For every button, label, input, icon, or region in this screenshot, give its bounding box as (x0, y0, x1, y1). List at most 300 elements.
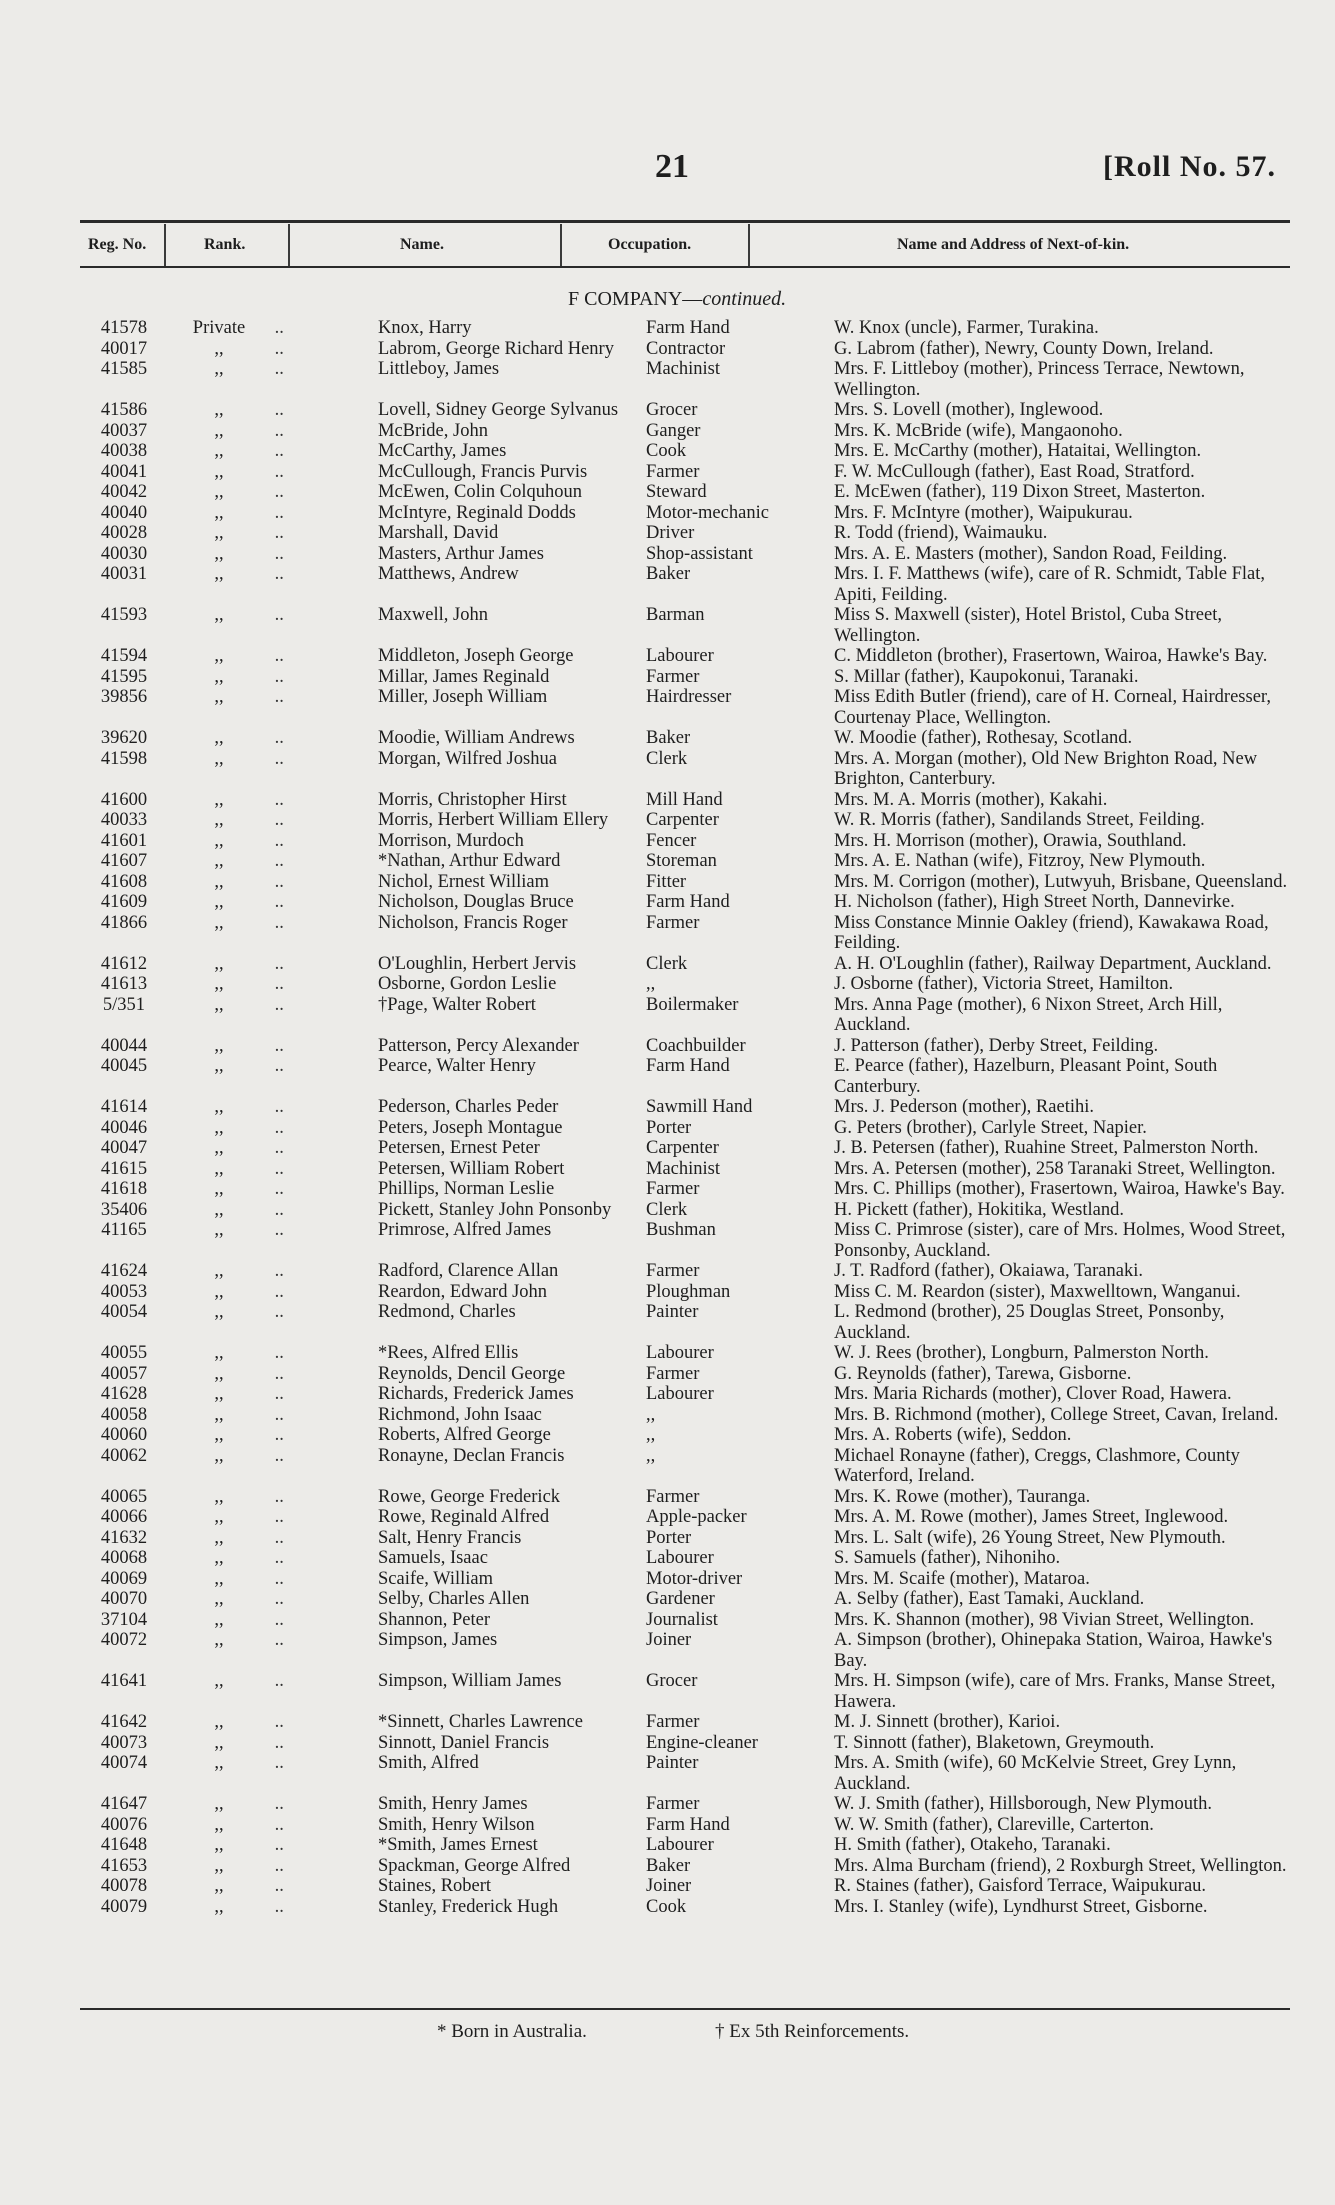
leader-dots: .. (270, 1548, 284, 1568)
name-text: Samuels, Isaac (378, 1548, 488, 1568)
name-cell (378, 1528, 646, 1549)
table-row (80, 1856, 1295, 1877)
leader-dots: .. (270, 1527, 284, 1548)
occupation-cell (646, 1794, 834, 1815)
table-row (80, 441, 1295, 462)
next-of-kin-text: Mrs. Maria Richards (mother), Clover Road, Hawera. (834, 1384, 1232, 1404)
name-text: Petersen, Ernest Peter (378, 1138, 540, 1158)
table-row (80, 1794, 1295, 1815)
rank-text: ,, (214, 1527, 224, 1548)
next-of-kin-cell (834, 1302, 1295, 1343)
name-cell (378, 1569, 646, 1590)
occupation-cell (646, 359, 834, 400)
next-of-kin-text: A. Selby (father), East Tamaki, Auckland. (834, 1589, 1145, 1609)
occupation-text: Storeman (646, 851, 717, 871)
name-cell (378, 1733, 646, 1754)
name-cell (378, 1364, 646, 1385)
reg-no-text: 40037 (100, 420, 148, 441)
name-cell (378, 892, 646, 913)
reg-no-cell (80, 790, 168, 811)
next-of-kin-text: Miss C. M. Reardon (sister), Maxwelltown, Wanganui. (834, 1281, 1241, 1302)
leader-dots: .. (270, 1896, 284, 1917)
occupation-cell (646, 400, 834, 421)
next-of-kin-cell (834, 359, 1295, 400)
next-of-kin-text: Mrs. A. Smith (wife), 60 McKelvie Street, Grey Lynn, Auckland. (834, 1753, 1237, 1794)
header-next-of-kin: Name and Address of Next-of-kin. (897, 236, 1130, 253)
reg-no-cell (80, 462, 168, 483)
reg-no-cell (80, 1200, 168, 1221)
name-text: Smith, Henry James (378, 1794, 528, 1814)
rank-cell (168, 1897, 378, 1918)
name-text: Reynolds, Dencil George (378, 1363, 566, 1384)
reg-no-text: 40066 (100, 1507, 148, 1527)
reg-no-text: 40058 (100, 1404, 148, 1425)
occupation-text: Farmer (646, 1261, 700, 1281)
occupation-text: Driver (646, 523, 695, 543)
rank-text: ,, (214, 892, 224, 912)
rank-text: ,, (214, 1732, 224, 1753)
rank-text: ,, (214, 1117, 224, 1138)
next-of-kin-cell (834, 523, 1295, 544)
next-of-kin-text: Mrs. B. Richmond (mother), College Street, Cavan, Ireland. (834, 1404, 1279, 1425)
header-occupation: Occupation. (608, 236, 692, 253)
occupation-cell (646, 1528, 834, 1549)
name-cell (378, 318, 646, 339)
name-text: Sinnott, Daniel Francis (378, 1732, 550, 1753)
leader-dots: .. (270, 1302, 284, 1322)
leader-dots: .. (270, 1138, 284, 1158)
reg-no-cell (80, 318, 168, 339)
occupation-text: Hairdresser (646, 687, 732, 707)
name-cell (378, 995, 646, 1036)
reg-no-cell (80, 1815, 168, 1836)
next-of-kin-cell (834, 318, 1295, 339)
reg-no-text: 41600 (100, 789, 148, 810)
table-row (80, 1548, 1295, 1569)
rank-text: ,, (214, 1712, 224, 1732)
rank-cell (168, 544, 378, 565)
rank-cell (168, 1302, 378, 1343)
table-row (80, 728, 1295, 749)
occupation-text: Motor-driver (646, 1568, 743, 1589)
name-text: Roberts, Alfred George (378, 1425, 551, 1445)
rank-text: ,, (214, 1876, 224, 1896)
reg-no-cell (80, 1589, 168, 1610)
name-text: Spackman, George Alfred (378, 1855, 571, 1876)
next-of-kin-cell (834, 790, 1295, 811)
next-of-kin-text: Mrs. I. F. Matthews (wife), care of R. Schmidt, Table Flat, Apiti, Feilding. (834, 564, 1266, 605)
rank-cell (168, 892, 378, 913)
leader-dots: .. (270, 1363, 284, 1384)
rank-text: ,, (214, 1404, 224, 1425)
reg-no-cell (80, 1876, 168, 1897)
leader-dots: .. (270, 482, 284, 502)
next-of-kin-cell (834, 1487, 1295, 1508)
reg-no-cell (80, 564, 168, 605)
reg-no-cell (80, 1097, 168, 1118)
reg-no-text: 40065 (100, 1486, 148, 1507)
column-divider (560, 224, 562, 266)
reg-no-cell (80, 400, 168, 421)
next-of-kin-cell (834, 1897, 1295, 1918)
reg-no-text: 40040 (100, 502, 148, 523)
occupation-cell (646, 728, 834, 749)
rank-cell (168, 523, 378, 544)
leader-dots: .. (270, 666, 284, 687)
rank-text: ,, (214, 1589, 224, 1609)
reg-no-cell (80, 892, 168, 913)
next-of-kin-cell (834, 1507, 1295, 1528)
next-of-kin-cell (834, 441, 1295, 462)
reg-no-cell (80, 1671, 168, 1712)
next-of-kin-text: Mrs. M. Corrigon (mother), Lutwyuh, Brisbane, Queensland. (834, 871, 1288, 892)
next-of-kin-cell (834, 1138, 1295, 1159)
reg-no-text: 41586 (100, 400, 148, 420)
name-cell (378, 339, 646, 360)
rank-text: ,, (214, 1568, 224, 1589)
name-text: Pickett, Stanley John Ponsonby (378, 1199, 612, 1220)
next-of-kin-text: Mrs. F. Littleboy (mother), Princess Terrace, Newtown, Wellington. (834, 359, 1245, 400)
name-cell (378, 1384, 646, 1405)
next-of-kin-text: S. Samuels (father), Nihoniho. (834, 1548, 1061, 1568)
next-of-kin-cell (834, 1159, 1295, 1180)
name-cell (378, 790, 646, 811)
name-text: Radford, Clarence Allan (378, 1261, 559, 1281)
occupation-text: Farmer (646, 912, 700, 933)
leader-dots: .. (270, 420, 284, 441)
next-of-kin-text: Mrs. H. Morrison (mother), Orawia, Southland. (834, 830, 1187, 851)
rank-cell (168, 646, 378, 667)
reg-no-text: 40017 (100, 338, 148, 359)
occupation-cell (646, 872, 834, 893)
leader-dots: .. (270, 892, 284, 912)
reg-no-cell (80, 810, 168, 831)
table-row (80, 605, 1295, 646)
occupation-text: Painter (646, 1302, 699, 1322)
leader-dots: .. (270, 318, 284, 338)
next-of-kin-cell (834, 1753, 1295, 1794)
rank-cell (168, 441, 378, 462)
rank-text: ,, (214, 1486, 224, 1507)
rank-cell (168, 421, 378, 442)
name-text: Simpson, William James (378, 1671, 562, 1691)
reg-no-text: 41866 (100, 912, 148, 933)
rank-text: ,, (214, 1609, 224, 1630)
rank-text: ,, (214, 400, 224, 420)
name-text: Morgan, Wilfred Joshua (378, 748, 557, 769)
occupation-cell (646, 995, 834, 1036)
next-of-kin-text: M. J. Sinnett (brother), Karioi. (834, 1712, 1061, 1732)
reg-no-cell (80, 831, 168, 852)
occupation-text: Machinist (646, 1158, 720, 1179)
table-row (80, 421, 1295, 442)
header-bottom-rule (80, 266, 1290, 268)
rank-cell (168, 1446, 378, 1487)
column-divider (288, 224, 290, 266)
name-cell (378, 1302, 646, 1343)
reg-no-cell (80, 359, 168, 400)
table-row (80, 1671, 1295, 1712)
occupation-text: Bushman (646, 1220, 716, 1240)
next-of-kin-cell (834, 1630, 1295, 1671)
rank-text: ,, (214, 523, 224, 543)
table-row (80, 1630, 1295, 1671)
reg-no-cell (80, 1794, 168, 1815)
header-name: Name. (400, 236, 444, 253)
reg-no-text: 41165 (101, 1220, 147, 1240)
next-of-kin-text: J. Patterson (father), Derby Street, Feilding. (834, 1035, 1159, 1056)
next-of-kin-cell (834, 1856, 1295, 1877)
occupation-text: Machinist (646, 359, 720, 379)
name-cell (378, 851, 646, 872)
reg-no-cell (80, 749, 168, 790)
occupation-cell (646, 1138, 834, 1159)
rank-cell (168, 1261, 378, 1282)
next-of-kin-text: Mrs. K. Rowe (mother), Tauranga. (834, 1486, 1091, 1507)
rank-text: ,, (214, 953, 224, 974)
name-text: Morrison, Murdoch (378, 830, 524, 851)
reg-no-text: 40042 (100, 482, 148, 502)
occupation-text: Joiner (646, 1630, 692, 1650)
reg-no-text: 5/351 (102, 994, 146, 1015)
occupation-cell (646, 1446, 834, 1487)
leader-dots: .. (270, 789, 284, 810)
next-of-kin-text: G. Peters (brother), Carlyle Street, Napier. (834, 1117, 1147, 1138)
reg-no-text: 41595 (100, 666, 148, 687)
name-text: McCarthy, James (378, 441, 507, 461)
name-cell (378, 1897, 646, 1918)
name-text: *Rees, Alfred Ellis (378, 1343, 519, 1363)
reg-no-text: 41614 (100, 1097, 148, 1117)
rank-cell (168, 1856, 378, 1877)
occupation-cell (646, 441, 834, 462)
name-cell (378, 1610, 646, 1631)
leader-dots: .. (270, 400, 284, 420)
reg-no-text: 41618 (100, 1179, 148, 1199)
reg-no-text: 40041 (100, 461, 148, 482)
next-of-kin-text: W. J. Rees (brother), Longburn, Palmerston North. (834, 1343, 1209, 1363)
name-text: Simpson, James (378, 1630, 498, 1650)
table-row (80, 400, 1295, 421)
name-cell (378, 564, 646, 605)
leader-dots: .. (270, 1814, 284, 1835)
next-of-kin-cell (834, 400, 1295, 421)
name-text: Pearce, Walter Henry (378, 1056, 536, 1076)
reg-no-text: 40053 (100, 1281, 148, 1302)
reg-no-cell (80, 1261, 168, 1282)
reg-no-cell (80, 1405, 168, 1426)
next-of-kin-text: G. Labrom (father), Newry, County Down, Ireland. (834, 338, 1214, 359)
occupation-text: Farm Hand (646, 892, 730, 912)
next-of-kin-cell (834, 1118, 1295, 1139)
reg-no-text: 41607 (100, 851, 148, 871)
occupation-cell (646, 1036, 834, 1057)
reg-no-cell (80, 605, 168, 646)
occupation-cell (646, 1487, 834, 1508)
rank-text: ,, (214, 810, 224, 830)
reg-no-text: 41608 (100, 871, 148, 892)
next-of-kin-text: Mrs. M. A. Morris (mother), Kakahi. (834, 789, 1108, 810)
next-of-kin-text: Mrs. L. Salt (wife), 26 Young Street, New Plymouth. (834, 1527, 1226, 1548)
next-of-kin-cell (834, 1733, 1295, 1754)
name-cell (378, 831, 646, 852)
name-text: Shannon, Peter (378, 1609, 491, 1630)
next-of-kin-cell (834, 1384, 1295, 1405)
rank-cell (168, 872, 378, 893)
name-text: Miller, Joseph William (378, 687, 548, 707)
occupation-cell (646, 1364, 834, 1385)
table-row (80, 1425, 1295, 1446)
table-row (80, 1712, 1295, 1733)
name-cell (378, 728, 646, 749)
occupation-text: Shop-assistant (646, 543, 753, 564)
leader-dots: .. (270, 359, 284, 379)
name-text: Phillips, Norman Leslie (378, 1179, 555, 1199)
occupation-cell (646, 954, 834, 975)
reg-no-text: 41624 (100, 1261, 148, 1281)
occupation-cell (646, 1282, 834, 1303)
occupation-cell (646, 749, 834, 790)
name-text: †Page, Walter Robert (378, 994, 536, 1015)
occupation-cell (646, 1733, 834, 1754)
name-cell (378, 1097, 646, 1118)
name-text: McEwen, Colin Colquhoun (378, 482, 583, 502)
occupation-cell (646, 1856, 834, 1877)
reg-no-text: 40079 (100, 1896, 148, 1917)
name-cell (378, 1261, 646, 1282)
name-text: Stanley, Frederick Hugh (378, 1896, 559, 1917)
rank-cell (168, 1733, 378, 1754)
reg-no-text: 40076 (100, 1814, 148, 1835)
leader-dots: .. (270, 1855, 284, 1876)
rank-cell (168, 1200, 378, 1221)
rank-text: ,, (214, 646, 224, 666)
occupation-text: Sawmill Hand (646, 1097, 753, 1117)
name-cell (378, 605, 646, 646)
rank-text: ,, (214, 1855, 224, 1876)
name-cell (378, 1446, 646, 1487)
next-of-kin-cell (834, 564, 1295, 605)
occupation-cell (646, 339, 834, 360)
name-text: Lovell, Sidney George Sylvanus (378, 400, 619, 420)
reg-no-cell (80, 1118, 168, 1139)
name-cell (378, 400, 646, 421)
name-text: Ronayne, Declan Francis (378, 1445, 565, 1466)
next-of-kin-cell (834, 1528, 1295, 1549)
occupation-text: Steward (646, 482, 707, 502)
rank-text: ,, (214, 1507, 224, 1527)
name-cell (378, 1036, 646, 1057)
rank-text: ,, (214, 687, 224, 707)
rank-text: ,, (214, 1630, 224, 1650)
reg-no-cell (80, 1487, 168, 1508)
occupation-text: Farm Hand (646, 318, 730, 338)
next-of-kin-text: H. Pickett (father), Hokitika, Westland. (834, 1199, 1124, 1220)
name-text: Nicholson, Francis Roger (378, 912, 568, 933)
name-cell (378, 1343, 646, 1364)
next-of-kin-text: G. Reynolds (father), Tarewa, Gisborne. (834, 1363, 1132, 1384)
leader-dots: .. (270, 912, 284, 933)
leader-dots: .. (270, 646, 284, 666)
name-text: Marshall, David (378, 523, 499, 543)
occupation-cell (646, 913, 834, 954)
leader-dots: .. (270, 1404, 284, 1425)
occupation-text: Farmer (646, 1363, 700, 1384)
name-cell (378, 1405, 646, 1426)
name-text: Matthews, Andrew (378, 564, 519, 584)
name-text: *Sinnett, Charles Lawrence (378, 1712, 583, 1732)
rank-text: ,, (214, 1158, 224, 1179)
table-row (80, 359, 1295, 400)
rank-cell (168, 810, 378, 831)
rank-cell (168, 1405, 378, 1426)
next-of-kin-cell (834, 1261, 1295, 1282)
next-of-kin-text: W. J. Smith (father), Hillsborough, New Plymouth. (834, 1794, 1213, 1814)
reg-no-text: 40044 (100, 1035, 148, 1056)
occupation-text: Engine-cleaner (646, 1732, 758, 1753)
occupation-text: Gardener (646, 1589, 715, 1609)
rank-cell (168, 482, 378, 503)
occupation-cell (646, 1876, 834, 1897)
next-of-kin-cell (834, 1671, 1295, 1712)
name-cell (378, 1487, 646, 1508)
occupation-cell (646, 544, 834, 565)
page-number: 21 (655, 148, 689, 185)
name-text: McIntyre, Reginald Dodds (378, 502, 576, 523)
reg-no-cell (80, 1220, 168, 1261)
table-row (80, 503, 1295, 524)
occupation-text: ,, (646, 1425, 656, 1445)
next-of-kin-text: C. Middleton (brother), Frasertown, Wairoa, Hawke's Bay. (834, 646, 1268, 666)
next-of-kin-cell (834, 851, 1295, 872)
occupation-cell (646, 1671, 834, 1712)
name-cell (378, 1159, 646, 1180)
rank-text: ,, (214, 1753, 224, 1773)
rank-cell (168, 687, 378, 728)
name-text: O'Loughlin, Herbert Jervis (378, 953, 577, 974)
reg-no-text: 41578 (100, 318, 148, 338)
next-of-kin-cell (834, 1610, 1295, 1631)
next-of-kin-cell (834, 1200, 1295, 1221)
name-text: *Smith, James Ernest (378, 1835, 538, 1855)
occupation-cell (646, 1712, 834, 1733)
rank-cell (168, 1569, 378, 1590)
rank-cell (168, 339, 378, 360)
name-text: Primrose, Alfred James (378, 1220, 552, 1240)
next-of-kin-text: A. H. O'Loughlin (father), Railway Department, Auckland. (834, 953, 1272, 974)
occupation-text: Farmer (646, 1712, 700, 1732)
rank-text: ,, (214, 1220, 224, 1240)
table-row (80, 667, 1295, 688)
next-of-kin-text: J. T. Radford (father), Okaiawa, Taranaki. (834, 1261, 1143, 1281)
occupation-cell (646, 1384, 834, 1405)
next-of-kin-text: H. Smith (father), Otakeho, Taranaki. (834, 1835, 1111, 1855)
reg-no-text: 41653 (100, 1855, 148, 1876)
occupation-text: Clerk (646, 748, 688, 769)
rank-cell (168, 995, 378, 1036)
occupation-cell (646, 1897, 834, 1918)
name-text: Masters, Arthur James (378, 543, 544, 564)
occupation-text: Joiner (646, 1876, 692, 1896)
occupation-cell (646, 564, 834, 605)
name-text: Labrom, George Richard Henry (378, 338, 614, 359)
reg-no-cell (80, 1179, 168, 1200)
next-of-kin-text: R. Staines (father), Gaisford Terrace, Waipukurau. (834, 1876, 1207, 1896)
rank-text: ,, (214, 1384, 224, 1404)
reg-no-text: 40068 (100, 1548, 148, 1568)
occupation-text: Labourer (646, 1384, 714, 1404)
next-of-kin-text: E. McEwen (father), 119 Dixon Street, Masterton. (834, 482, 1206, 502)
